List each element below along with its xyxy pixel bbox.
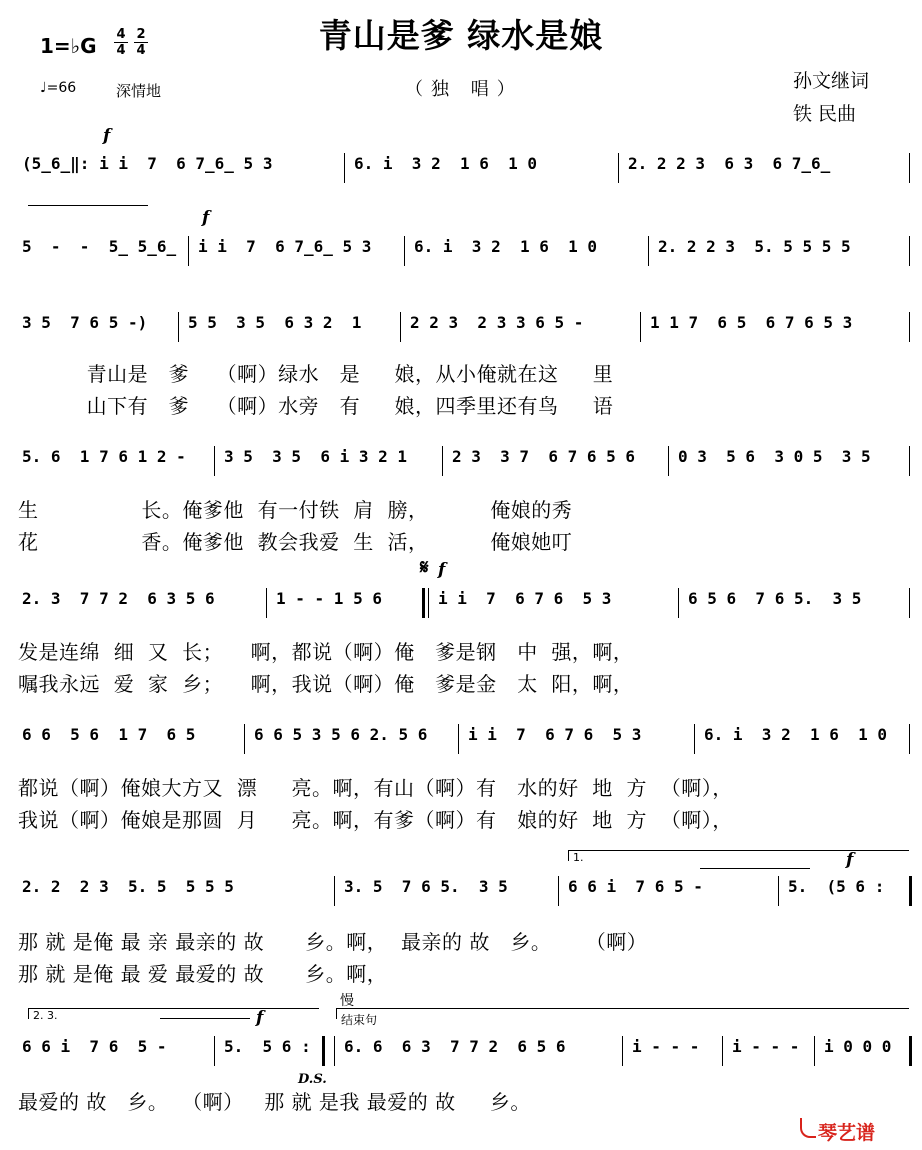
coda-label: 结束句	[341, 1013, 378, 1027]
barline	[909, 153, 910, 183]
barline	[618, 153, 619, 183]
staff-row-8	[18, 1036, 913, 1066]
dynamic-forte: f	[256, 1008, 264, 1028]
barline	[909, 312, 910, 342]
measure: 3. 5 7 6 5. 3 5	[344, 877, 508, 896]
watermark-logo: 琴艺谱	[818, 1122, 876, 1144]
coda-bracket	[336, 1008, 909, 1019]
key-signature: 1=♭G	[40, 34, 97, 58]
tempo-slow: 慢	[340, 993, 354, 1009]
staff-row-2	[18, 236, 913, 266]
barline	[640, 312, 641, 342]
barline	[214, 1036, 215, 1066]
qinyipu-logo-icon	[800, 1118, 816, 1138]
barline	[244, 724, 245, 754]
barline	[344, 153, 345, 183]
measure: 2. 2 2 3 6 3 6 7̲6̲	[628, 154, 831, 173]
barline	[214, 446, 215, 476]
barline	[266, 588, 267, 618]
dynamic-forte: f	[103, 126, 111, 146]
repeat-barline	[322, 1036, 325, 1066]
measure: i - - -	[732, 1037, 800, 1056]
measure: 2. 2 2 3 5. 5 5 5 5	[658, 237, 851, 256]
measure: 1 - - 1 5 6	[276, 589, 382, 608]
meter-four-four: 4 4	[114, 28, 128, 57]
expression-marking: 深情地	[116, 82, 162, 100]
barline	[400, 312, 401, 342]
measure: 2. 2 2 3 5. 5 5 5 5	[22, 877, 234, 896]
lyric-line-verse1: 生 长。俺爹他 有一付铁 肩 膀， 俺娘的秀	[18, 498, 573, 522]
measure: 5 5 3 5 6 3 2 1	[188, 313, 362, 332]
measure: 6 6 i 7 6 5 -	[568, 877, 703, 896]
measure: 2. 3 7 7 2 6 3 5 6	[22, 589, 215, 608]
meter-two-four: 2 4	[134, 28, 148, 57]
first-ending-bracket	[568, 850, 909, 861]
measure: 6. 6 6 3 7 7 2 6 5 6	[344, 1037, 566, 1056]
crescendo-hairpin	[28, 205, 148, 206]
composer-credit: 铁 民曲	[793, 103, 857, 125]
lyric-line-verse2: 山下有 爹 （啊）水旁 有 娘，四季里还有鸟 语	[86, 394, 614, 418]
measure: 2 2 3 2 3 3 6 5 -	[410, 313, 584, 332]
barline	[622, 1036, 623, 1066]
measure: 0 3 5 6 3 0 5 3 5	[678, 447, 871, 466]
barline	[188, 236, 189, 266]
lyricist-credit: 孙文继词	[793, 70, 870, 92]
measure: 2 3 3 7 6 7 6 5 6	[452, 447, 636, 466]
barline	[814, 1036, 815, 1066]
lyric-line-verse2: 花 香。俺爹他 教会我爱 生 活， 俺娘她叮	[18, 530, 573, 554]
measure: i i 7 6 7̲6̲ 5 3	[198, 237, 372, 256]
lyric-line-verse2: 嘱我永远 爱 家 乡； 啊，我说（啊）俺 爹是金 太 阳，啊，	[18, 672, 634, 696]
barline	[404, 236, 405, 266]
measure: i i 7 6 7 6 5 3	[468, 725, 642, 744]
second-ending-label: 2. 3.	[33, 1009, 58, 1022]
song-title: 青山是爹 绿水是娘	[318, 16, 604, 55]
staff-row-7	[18, 876, 913, 906]
lyric-line-verse2: 我说（啊）俺娘是那圆 月 亮。啊，有爹（啊）有 娘的好 地 方 （啊），	[18, 808, 733, 832]
barline	[334, 876, 335, 906]
segno-sign: 𝄋	[420, 555, 429, 579]
dynamic-forte: f	[438, 560, 446, 580]
final-barline	[909, 1036, 912, 1066]
barline	[428, 588, 429, 618]
measure: 6. i 3 2 1 6 1 0	[704, 725, 888, 744]
lyric-line-verse1: 发是连绵 细 又 长； 啊，都说（啊）俺 爹是钢 中 强，啊，	[18, 640, 634, 664]
measure: (5̲6̲‖: i i 7 6 7̲6̲ 5 3	[22, 154, 273, 173]
crescendo-hairpin	[160, 1018, 250, 1019]
lyric-line-verse1: 青山是 爹 （啊）绿水 是 娘，从小俺就在这 里	[86, 362, 614, 386]
performance-note: （独 唱）	[405, 79, 523, 100]
measure: i - - -	[632, 1037, 700, 1056]
staff-row-6	[18, 724, 913, 754]
barline	[458, 724, 459, 754]
lyric-line-verse1: 都说（啊）俺娘大方又 漂 亮。啊，有山（啊）有 水的好 地 方 （啊），	[18, 776, 733, 800]
barline	[909, 236, 910, 266]
dynamic-forte: f	[846, 850, 854, 870]
lyric-line-verse1: 那 就 是俺 最 亲 最亲的 故 乡。啊， 最亲的 故 乡。 （啊）	[18, 930, 648, 954]
measure: 6. i 3 2 1 6 1 0	[354, 154, 538, 173]
measure: i i 7 6 7 6 5 3	[438, 589, 612, 608]
measure: 5. 6 1 7 6 1 2 -	[22, 447, 186, 466]
first-ending-label: 1.	[573, 851, 584, 864]
crescendo-hairpin	[700, 868, 810, 869]
barline	[648, 236, 649, 266]
barline	[909, 446, 910, 476]
measure: 6 5 6 7 6 5. 3 5	[688, 589, 862, 608]
measure: 6 6 5 3 5 6 2. 5 6	[254, 725, 428, 744]
staff-row-3	[18, 312, 913, 342]
lyric-line-final: 最爱的 故 乡。 （啊） 那 就 是我 最爱的 故 乡。	[18, 1090, 531, 1114]
staff-row-1	[18, 153, 913, 183]
measure: 1 1 7 6 5 6 7 6 5 3	[650, 313, 853, 332]
measure: i 0 0 0	[824, 1037, 892, 1056]
measure: 3 5 7 6 5 -)	[22, 313, 148, 332]
repeat-barline	[422, 588, 425, 618]
barline	[909, 724, 910, 754]
measure: 5. (5 6 :	[788, 877, 885, 896]
measure: 6 6 5 6 1 7 6 5	[22, 725, 196, 744]
staff-row-5	[18, 588, 913, 618]
measure: 5. 5 6 :	[224, 1037, 311, 1056]
barline	[678, 588, 679, 618]
barline	[558, 876, 559, 906]
repeat-barline	[909, 876, 912, 906]
barline	[909, 588, 910, 618]
staff-row-4	[18, 446, 913, 476]
barline	[178, 312, 179, 342]
barline	[778, 876, 779, 906]
barline	[694, 724, 695, 754]
lyric-line-verse2: 那 就 是俺 最 爱 最爱的 故 乡。啊，	[18, 962, 388, 986]
tempo-marking: ♩=66	[40, 80, 77, 96]
barline	[722, 1036, 723, 1066]
barline	[668, 446, 669, 476]
dal-segno-mark: D.S.	[298, 1072, 327, 1087]
measure: 5 - - 5̲ 5̲6̲	[22, 237, 177, 256]
dynamic-forte: f	[202, 208, 210, 228]
measure: 6. i 3 2 1 6 1 0	[414, 237, 598, 256]
barline	[334, 1036, 335, 1066]
measure: 3 5 3 5 6 i 3 2 1	[224, 447, 408, 466]
measure: 6 6 i 7 6 5 -	[22, 1037, 167, 1056]
barline	[442, 446, 443, 476]
